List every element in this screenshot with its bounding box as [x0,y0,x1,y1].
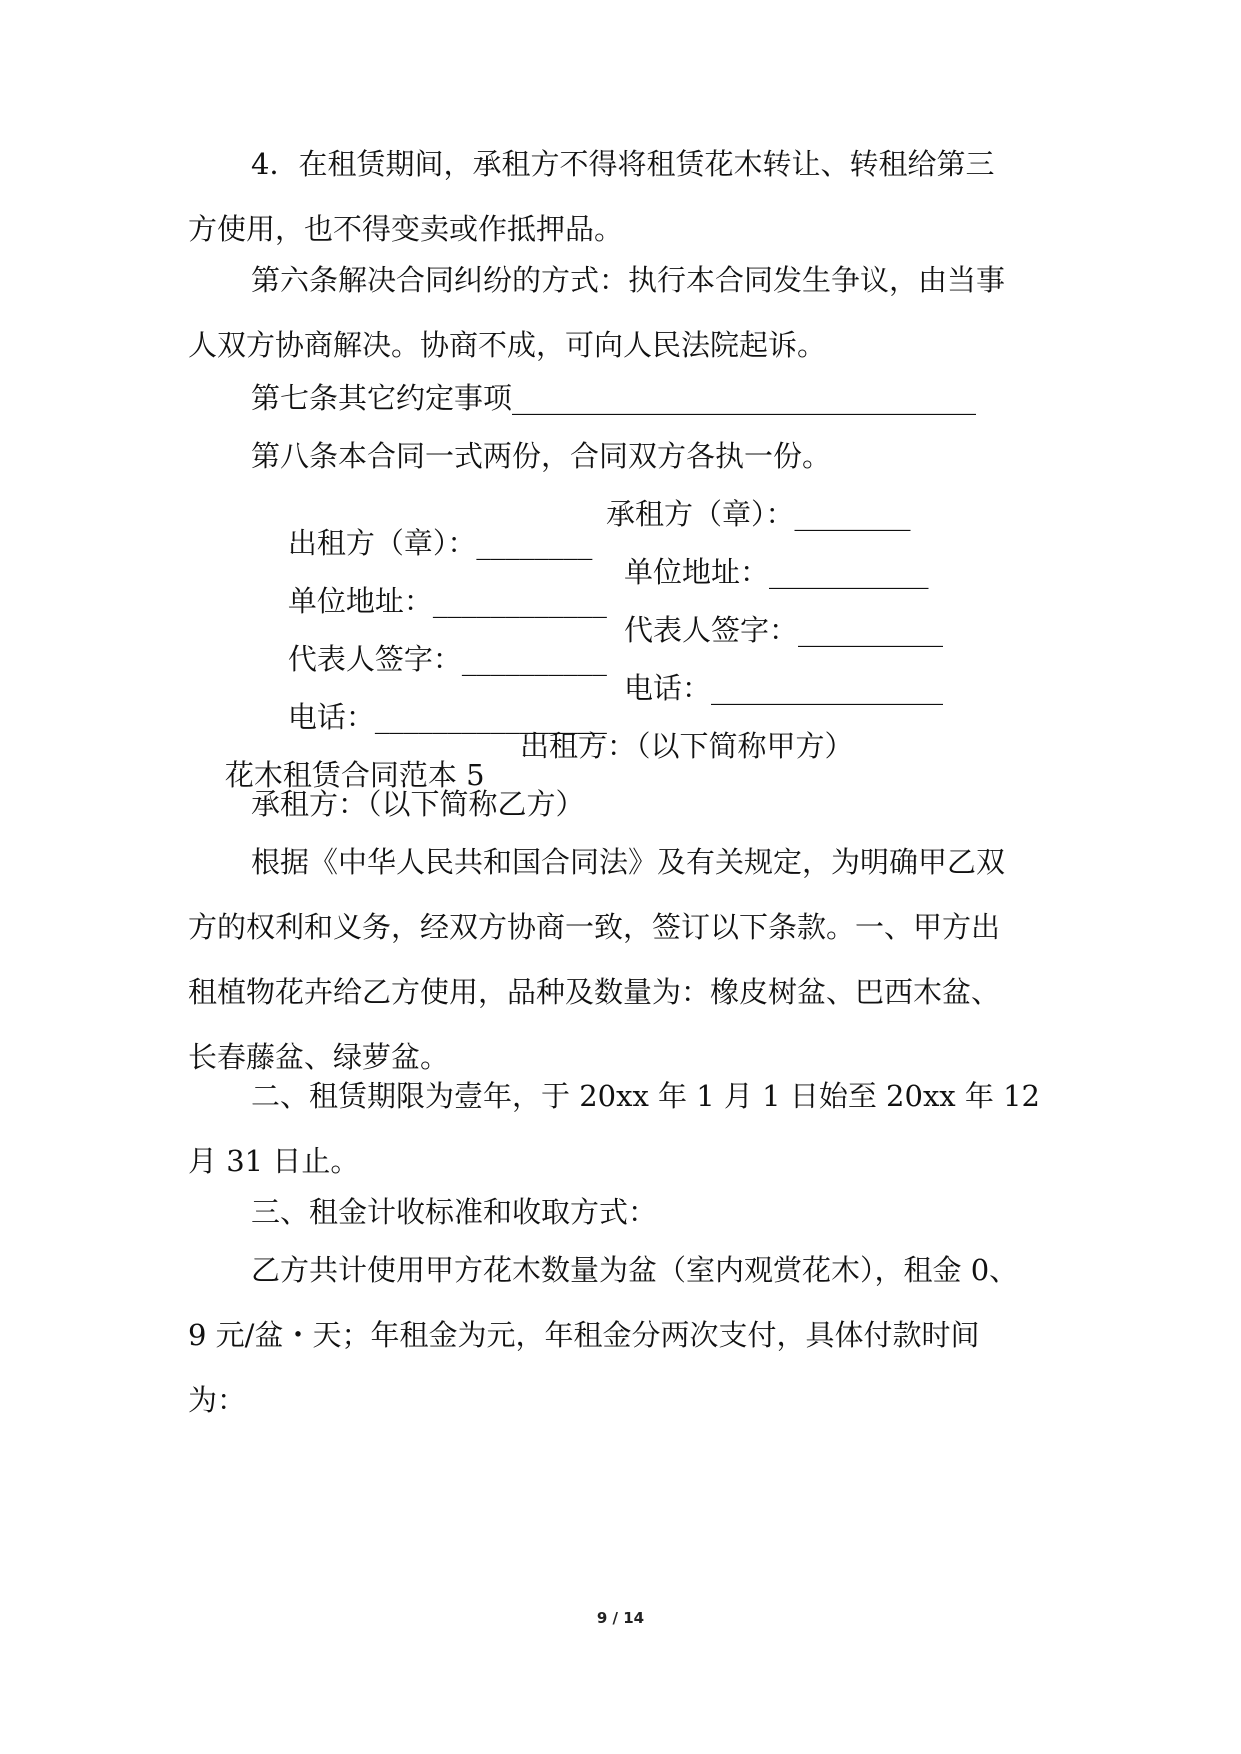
term-paragraph [188,1079,1050,1178]
lessee-phone-field: 电话：________________ [624,671,944,705]
lessor-phone-field: 电话：________________ [287,700,607,734]
article-7-paragraph [188,381,1050,415]
text-line: 第七条其它约定事项________________________________ [251,381,977,415]
text-line: 根据《中华人民共和国合同法》及有关规定，为明确甲乙双 [251,845,1006,879]
text-line: 月 31 日止。 [188,1144,360,1178]
lessor-seal-field: 出租方（章）：________ [287,526,593,560]
text-line: 9 元/盆・天；年租金为元，年租金分两次支付，具体付款时间 [188,1318,980,1352]
text-line: 为： [188,1383,247,1417]
page-number: 9 / 14 [596,1609,645,1627]
text-line: 4．在租赁期间，承租方不得将租赁花木转让、转租给第三 [251,147,995,181]
text-line: 第八条本合同一式两份，合同双方各执一份。 [251,439,832,473]
article-6-paragraph [188,263,1050,362]
lessee-representative-field: 代表人签字：__________ [624,613,944,647]
text-line: 方使用，也不得变卖或作抵押品。 [188,212,624,246]
text-line: 人双方协商解决。协商不成，可向人民法院起诉。 [188,328,827,362]
lessor-representative-field: 代表人签字：__________ [287,642,607,676]
clause-4-paragraph [188,147,1050,246]
rent-heading-paragraph [188,1195,1050,1229]
text-line: 方的权利和义务，经双方协商一致，签订以下条款。一、甲方出 [188,910,1001,944]
lessee-definition-paragraph [188,787,1050,821]
lessee-seal-field: 承租方（章）：________ [606,497,911,531]
text-line: 乙方共计使用甲方花木数量为盆（室内观赏花木），租金 0、 [251,1253,1019,1287]
rent-paragraph [188,1253,1050,1417]
lessor-address-field: 单位地址：____________ [287,584,607,618]
basis-paragraph [188,845,1050,1074]
text-line: 长春藤盆、绿萝盆。 [188,1040,450,1074]
lessee-definition: 承租方：（以下简称乙方） [251,787,585,821]
article-8-paragraph [188,439,1050,473]
text-line: 二、租赁期限为壹年，于 20xx 年 1 月 1 日始至 20xx 年 12 [251,1079,1040,1113]
text-line: 第六条解决合同纠纷的方式：执行本合同发生争议，由当事 [251,263,1006,297]
lessee-address-field: 单位地址：___________ [624,555,929,589]
lessor-definition: 出租方：（以下简称甲方） [520,729,854,763]
text-line: 租植物花卉给乙方使用，品种及数量为：橡皮树盆、巴西木盆、 [188,975,1001,1009]
rent-heading: 三、租金计收标准和收取方式： [251,1195,658,1229]
contract-5-title: 花木租赁合同范本 5 [224,758,485,792]
